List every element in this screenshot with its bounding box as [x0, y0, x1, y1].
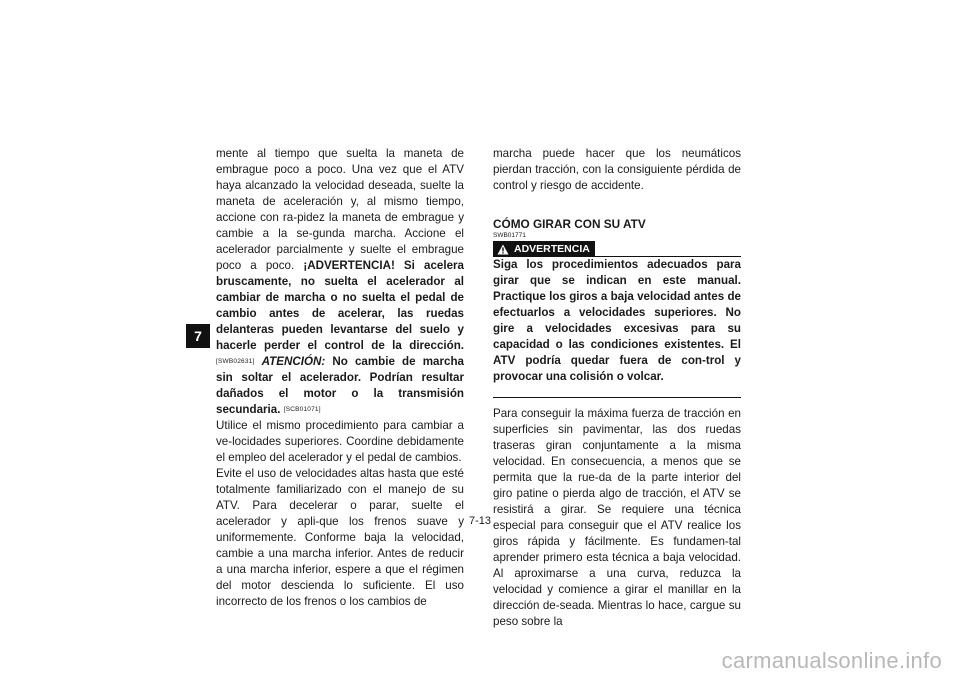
left-column	[216, 146, 464, 610]
left-p1-text: mente al tiempo que suelta la maneta de embrague poco a poco. Una vez que el ATV haya alcanzado la velocidad deseada, suelte la maneta de aceleración y, al mismo tiempo, accione con ra-pidez la maneta de embrague y cambie a la se-gunda marcha. Accione el acelerador parcialmente y suelte el embrague poco a poco.	[216, 147, 464, 272]
left-warning-text: ¡ADVERTENCIA! Si acelera bruscamente, no suelta el acelerador al cambiar de marcha o no suelta el pedal de cambio antes de acelerar, las ruedas delanteras pueden levantarse del suelo y hacerle perder el control de la dirección.	[216, 259, 464, 352]
warning-end-rule	[493, 397, 741, 398]
warning-badge	[493, 241, 595, 257]
warning-header-rule	[595, 242, 741, 257]
section-heading: CÓMO GIRAR CON SU ATV	[493, 217, 646, 231]
right-paragraph-2: Para conseguir la máxima fuerza de tracción en superficies sin pavimentar, las dos ruedas traseras giran conjuntamente a la misma velocidad. En consecuencia, a menos que se permita que la rue-da de la parte interior del giro patine o pierda algo de tracción, el ATV se resistirá a girar. Se requiere una técnica especial para conseguir que el ATV realice los giros rápida y fácilmente. Es fundamen-tal aprender primero esta técnica a baja velocidad. Al aproximarse a una curva, reduzca la velocidad y comience a girar el manillar en la dirección de-seada. Mientras lo hace, cargue su peso sobre la	[493, 407, 741, 628]
left-paragraph-1	[216, 146, 464, 418]
watermark: carmanualsonline.info	[721, 648, 942, 673]
warning-header	[493, 241, 741, 257]
left-paragraph-3: Evite el uso de velocidades altas hasta que esté totalmente familiarizado con el manejo de su ATV. Para decelerar o parar, suelte el acelerador y apli-que los frenos suave y uniformemente. Conforme baja la velocidad, cambie a una marcha inferior. Antes de reducir a una marcha inferior, espere a que el régimen del motor descienda lo suficiente. El uso incorrecto de los frenos o los cambios de	[216, 467, 464, 608]
warning-text: Siga los procedimientos adecuados para girar que se indican en este manual. Practique los giros a baja velocidad antes de efectuarlos a velocidades superiores. No gire a velocidades excesivas para su capacidad o las condiciones existentes. El ATV podría quedar fuera de con-trol y provocar una colisión o volcar.	[493, 258, 741, 383]
warning-code: [SWB02631]	[216, 358, 255, 365]
right-column	[493, 146, 741, 630]
attention-code: [SCB01071]	[283, 406, 321, 413]
chapter-tab: 7	[186, 324, 210, 348]
right-paragraph-1: marcha puede hacer que los neumáticos pierdan tracción, con la consiguiente pérdida de control y riesgo de accidente.	[493, 147, 741, 192]
warning-box-code: SWB01771	[493, 232, 526, 239]
attention-text: No cambie de marcha sin soltar el acelerador. Podrían resultar dañados el motor o la transmisión secundaria.	[216, 355, 464, 416]
left-paragraph-2: Utilice el mismo procedimiento para cambiar a ve-locidades superiores. Coordine debidamente el empleo del acelerador y el pedal de cambios.	[216, 419, 464, 464]
page-number: 7-13	[468, 515, 492, 527]
warning-triangle-icon	[497, 244, 509, 255]
warning-label: ADVERTENCIA	[514, 243, 590, 255]
attention-label: ATENCIÓN:	[261, 355, 326, 368]
